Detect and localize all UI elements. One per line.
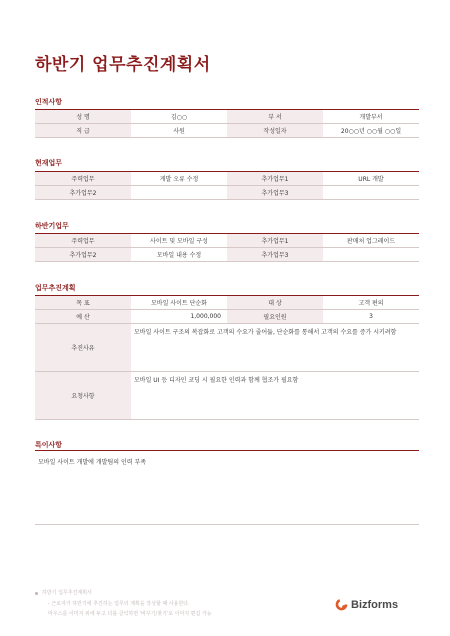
table-row: [35, 324, 419, 372]
second-extra2-label: 추가업무2: [35, 248, 131, 262]
second-extra3-label: 추가업무3: [227, 248, 323, 262]
goal-value[interactable]: 모바일 사이트 단순화: [131, 296, 227, 310]
document-title: 하반기 업무추진계획서: [35, 55, 211, 75]
current-extra1-value[interactable]: URL 개발: [323, 172, 419, 186]
current-extra2-label: 추가업무2: [35, 186, 131, 200]
current-extra3-label: 추가업무3: [227, 186, 323, 200]
rank-value[interactable]: 사원: [131, 124, 227, 138]
request-label: 요청사항: [35, 372, 131, 420]
table-row: [35, 124, 419, 138]
second-main-label: 주력업무: [35, 234, 131, 248]
table-row: [35, 172, 419, 186]
plan-table: [35, 295, 419, 420]
budget-label: 예 산: [35, 310, 131, 324]
reason-value[interactable]: 모바일 사이트 구조의 복잡화로 고객의 수요가 줄어듦, 단순화를 통해서 고객의 수요를 증가 시키려함: [131, 324, 419, 372]
name-value[interactable]: 김○○: [131, 110, 227, 124]
target-label: 대 상: [227, 296, 323, 310]
footer-line-2: - 근로자가 하반기에 추진하는 업무의 계획을 작성할 때 사용한다.: [48, 601, 190, 607]
section-title-second-half: 하반기업무: [35, 222, 69, 230]
bullet-icon: [35, 592, 38, 595]
bizforms-logo: [335, 598, 398, 611]
staff-label: 필요인원: [227, 310, 323, 324]
budget-value[interactable]: 1,000,000: [131, 310, 227, 324]
personal-info-table: [35, 109, 419, 138]
second-main-value[interactable]: 사이트 및 모바일 구성: [131, 234, 227, 248]
reason-label: 추진사유: [35, 324, 131, 372]
date-label: 작성일자: [227, 124, 323, 138]
table-row: [35, 110, 419, 124]
current-extra3-value[interactable]: [323, 186, 419, 200]
footer-line-3: 마우스를 이미지 위에 두고 더블 클릭하면 '바꾸기/찾기'로 이미지 편집 가능: [48, 611, 212, 617]
rank-label: 직 급: [35, 124, 131, 138]
second-extra1-label: 추가업무1: [227, 234, 323, 248]
current-extra1-label: 추가업무1: [227, 172, 323, 186]
current-work-table: [35, 171, 419, 200]
request-value[interactable]: 모바일 UI 등 디자인 코딩 시 필요한 인력과 함께 협조가 필요함: [131, 372, 419, 420]
section-title-plan: 업무추진계획: [35, 284, 76, 292]
target-value[interactable]: 고객 편의: [323, 296, 419, 310]
table-row: [35, 248, 419, 262]
footer-line-1: 하반기 업무추진계획서: [42, 590, 92, 596]
special-top-rule: [35, 450, 419, 451]
second-extra3-value[interactable]: [323, 248, 419, 262]
current-main-value[interactable]: 게발 오류 수정: [131, 172, 227, 186]
date-value[interactable]: 20○○년 ○○월 ○○일: [323, 124, 419, 138]
special-bottom-rule: [35, 524, 419, 525]
section-title-special: 특이사항: [35, 441, 63, 449]
dept-value[interactable]: 개발부서: [323, 110, 419, 124]
current-extra2-value[interactable]: [131, 186, 227, 200]
second-extra1-value[interactable]: 판매처 업그레이드: [323, 234, 419, 248]
section-title-personal: 인적사항: [35, 98, 63, 106]
table-row: [35, 234, 419, 248]
staff-value[interactable]: 3: [323, 310, 419, 324]
section-title-current: 현재업무: [35, 159, 63, 167]
goal-label: 목 표: [35, 296, 131, 310]
dept-label: 부 서: [227, 110, 323, 124]
name-label: 성 명: [35, 110, 131, 124]
table-row: [35, 186, 419, 200]
table-row: [35, 296, 419, 310]
special-text[interactable]: 모바일 사이트 개발에 개발팀의 인력 부족: [38, 459, 147, 466]
logo-text: Bizforms: [351, 598, 399, 611]
current-main-label: 주력업무: [35, 172, 131, 186]
table-row: [35, 372, 419, 420]
second-half-work-table: [35, 233, 419, 262]
table-row: [35, 310, 419, 324]
second-extra2-value[interactable]: 모바일 내용 수정: [131, 248, 227, 262]
bizforms-logo-icon: [335, 598, 348, 611]
